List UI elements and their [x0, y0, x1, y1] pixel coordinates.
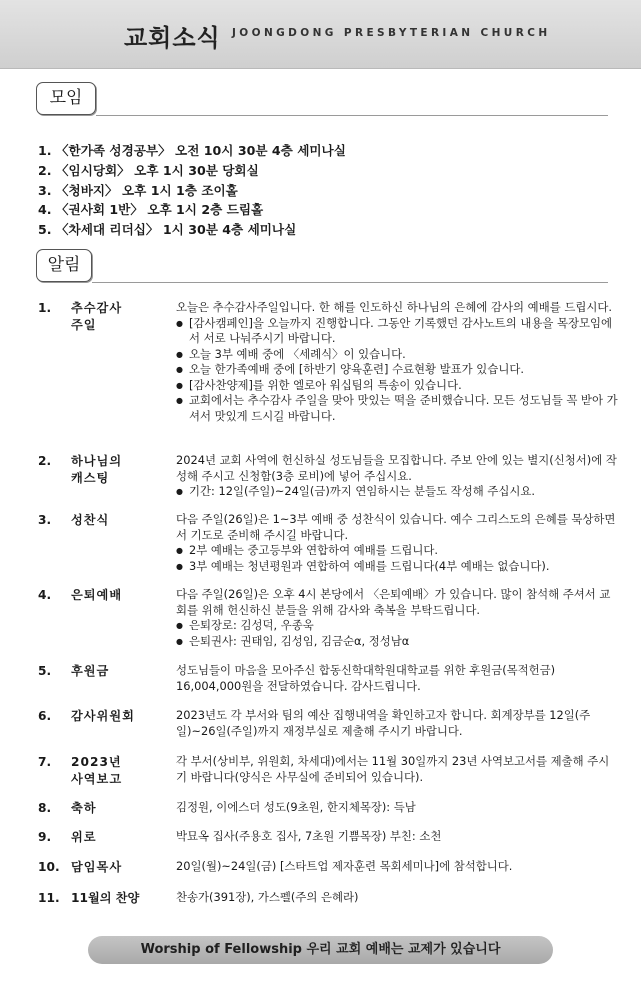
notice-text: 20일(월)~24일(금) [스타트업 제자훈련 목회세미나]에 참석합니다.	[176, 859, 513, 873]
notice-number: 1.	[38, 301, 52, 315]
notice-bullet	[176, 634, 618, 650]
header-banner	[0, 0, 641, 69]
notice-bullet	[176, 393, 618, 424]
notice-bullet-text: 오늘 3부 예배 중에 〈세례식〉이 있습니다.	[189, 346, 406, 361]
list-item: 4. 〈권사회 1반〉 오후 1시 2층 드림홀	[38, 202, 264, 218]
notice-bullet-text: [감사찬양제]를 위한 엘로아 워십팀의 특송이 있습니다.	[189, 377, 462, 392]
notice-title-line: 주일	[71, 318, 97, 332]
notice-body	[176, 754, 618, 785]
notice-body	[176, 663, 618, 694]
notice-bullet-text: 오늘 한가족예배 중에 [하반기 양육훈련] 수료현황 발표가 있습니다.	[189, 362, 524, 376]
notice-text: 2024년 교회 사역에 헌신하실 성도님들을 모집합니다. 주보 안에 있는 별지(신청서)에 작성해 주시고 신청함(3층 로비)에 넣어 주십시요.	[176, 453, 617, 483]
notice-text: 다음 주일(26일)은 오후 4시 본당에서 〈은퇴예배〉가 있습니다. 많이 참석해 주셔서 교회를 위해 헌신하신 분들을 위해 감사와 축복을 부탁드립니다.	[176, 587, 611, 617]
notice-number: 7.	[38, 755, 52, 769]
notice-body	[176, 890, 618, 906]
notice-title-line: 성찬식	[71, 513, 110, 527]
notice-number: 11.	[38, 891, 60, 905]
notice-bullet-text: 2부 예배는 중고등부와 연합하여 예배를 드립니다.	[189, 543, 439, 557]
list-item: 3. 〈청바지〉 오후 1시 1층 조이홀	[38, 182, 238, 198]
notice-body	[176, 453, 618, 500]
list-item: 2. 〈임시당회〉 오후 1시 30분 당회실	[38, 162, 259, 178]
notice-body	[176, 512, 618, 574]
notice-bullet-text: 은퇴장로: 김성덕, 우종욱	[189, 618, 314, 632]
notice-bullet-text: 3부 예배는 청년평원과 연합하여 예배를 드립니다(4부 예배는 없습니다).	[189, 558, 550, 573]
notice-text: 성도님들이 마음을 모아주신 합동신학대학원대학교를 위한 후원금(목적헌금) 16,004,000원을 전달하였습니다. 감사드립니다.	[176, 663, 556, 693]
notice-bullet	[176, 484, 618, 500]
notice-title-line: 사역보고	[71, 772, 123, 786]
notice-bullet	[176, 347, 618, 363]
notice-title-line: 감사위원회	[71, 709, 135, 723]
notice-title-line: 추수감사	[71, 301, 123, 315]
notice-number: 4.	[38, 588, 52, 602]
notice-bullet-text: [감사캠페인]을 오늘까지 진행합니다. 그동안 기록했던 감사노트의 내용을 목장모임에서 서로 나눠주시기 바랍니다.	[189, 315, 612, 345]
notice-title-line: 11월의 찬양	[71, 891, 140, 905]
notice-text: 각 부서(상비부, 위원회, 차세대)에서는 11월 30일까지 23년 사역보고서를 제출해 주시기 바랍니다(양식은 사무실에 준비되어 있습니다).	[176, 754, 610, 784]
footer-banner: Worship of Fellowship 우리 교회 예배는 교제가 있습니다	[88, 936, 553, 964]
notice-text: 2023년도 각 부서와 팀의 예산 집행내역을 확인하고자 합니다. 회계장부를 12일(주일)~26일(주일)까지 재정부실로 제출해 주시기 바랍니다.	[176, 708, 591, 738]
notice-bullet	[176, 618, 618, 634]
section-divider	[92, 282, 608, 283]
section-label-notices: 알림	[36, 249, 92, 282]
notice-body	[176, 300, 618, 424]
list-item: 5. 〈차세대 리더십〉 1시 30분 4층 세미나실	[38, 222, 297, 238]
notice-bullets	[176, 618, 618, 649]
notice-body	[176, 829, 618, 845]
notice-number: 8.	[38, 801, 52, 815]
section-divider	[96, 115, 608, 116]
notice-number: 5.	[38, 664, 52, 678]
notice-number: 9.	[38, 830, 52, 844]
notice-bullet	[176, 362, 618, 378]
church-name: JOONGDONG PRESBYTERIAN CHURCH	[232, 27, 551, 39]
notice-title-line: 하나님의	[71, 454, 123, 468]
notice-text: 다음 주일(26일)은 1~3부 예배 중 성찬식이 있습니다. 예수 그리스도의 은혜를 묵상하면서 기도로 준비해 주시길 바랍니다.	[176, 512, 616, 542]
notice-text: 박묘옥 집사(주용호 집사, 7초원 기쁨목장) 부친: 소천	[176, 829, 442, 843]
notice-bullet	[176, 378, 618, 394]
notice-number: 2.	[38, 454, 52, 468]
notice-number: 10.	[38, 860, 60, 874]
notice-bullet	[176, 316, 618, 347]
notice-text: 찬송가(391장), 가스펠(주의 은혜라)	[176, 890, 359, 904]
notice-number: 6.	[38, 709, 52, 723]
notice-number: 3.	[38, 513, 52, 527]
notice-title-line: 담임목사	[71, 860, 123, 874]
notice-bullet-text: 교회에서는 추수감사 주일을 맞아 맛있는 떡을 준비했습니다. 모든 성도님들 꼭 받아 가셔서 맛있게 드시길 바랍니다.	[189, 393, 618, 423]
notice-body	[176, 800, 618, 816]
notice-bullets	[176, 316, 618, 425]
notice-title-line: 캐스팅	[71, 471, 110, 485]
meeting-list	[38, 141, 346, 240]
notice-bullet-text: 은퇴권사: 권태임, 김성임, 김금순α, 정성남α	[189, 633, 410, 648]
notice-bullet-text: 기간: 12일(주일)~24일(금)까지 연임하시는 분들도 작성해 주십시요.	[189, 484, 535, 498]
section-label-meetings: 모임	[36, 82, 96, 115]
notice-text: 오늘은 추수감사주일입니다. 한 해를 인도하신 하나님의 은혜에 감사의 예배를 드립시다.	[176, 300, 612, 314]
notice-body	[176, 708, 618, 739]
list-item: 1. 〈한가족 성경공부〉 오전 10시 30분 4층 세미나실	[38, 143, 346, 158]
notice-title-line: 은퇴예배	[71, 588, 123, 602]
notice-title-line: 축하	[71, 801, 97, 815]
notice-text: 김정원, 이에스더 성도(9초원, 한지체목장): 득남	[176, 800, 416, 814]
notice-bullets	[176, 484, 618, 500]
notice-bullet	[176, 559, 618, 575]
notice-title-line: 후원금	[71, 664, 110, 678]
notice-bullet	[176, 543, 618, 559]
notice-bullets	[176, 543, 618, 574]
notice-title-line: 2023년	[71, 755, 122, 769]
notice-body	[176, 587, 618, 649]
notice-body	[176, 859, 618, 875]
page-title: 교회소식	[124, 24, 221, 52]
notice-title-line: 위로	[71, 830, 97, 844]
